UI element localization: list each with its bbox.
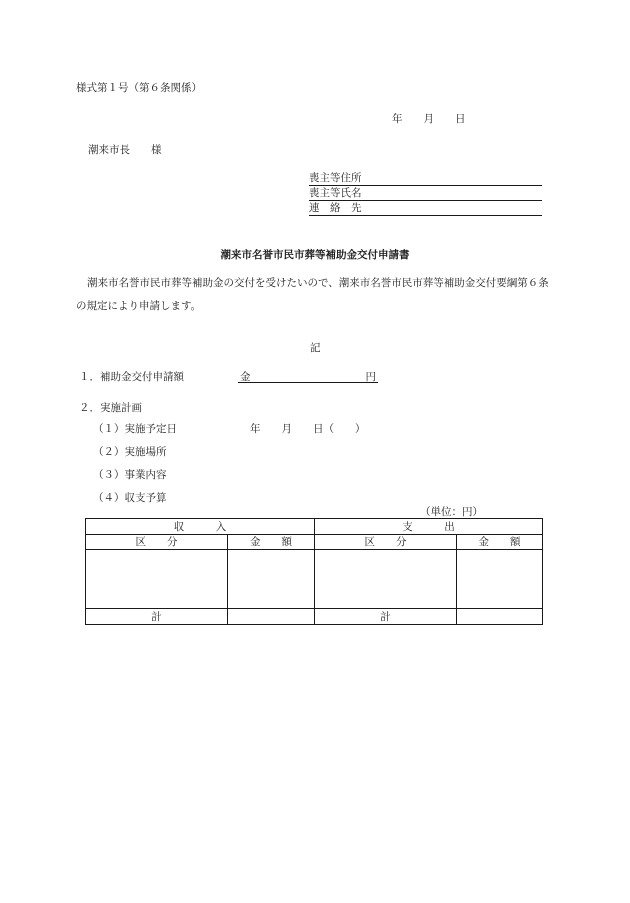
income-amount-cell[interactable] [228, 550, 315, 609]
income-category-header: 区 分 [86, 535, 228, 550]
body-text: 潮来市名誉市民市葬等補助金の交付を受けたいので、潮来市名誉市民市葬等補助金交付要綱第６条の規定により申請します。 [76, 277, 549, 312]
income-category-cell[interactable] [86, 550, 228, 609]
amount-suffix: 円 [365, 371, 376, 383]
item2-label: ２．実施計画 [79, 402, 142, 414]
income-amount-header: 金 額 [228, 535, 315, 550]
income-total-cell[interactable] [228, 609, 315, 625]
item2-sub3-label: （３）事業内容 [93, 469, 167, 481]
applicant-block [309, 172, 542, 217]
expense-total-cell[interactable] [457, 609, 543, 625]
budget-table [85, 518, 543, 625]
applicant-contact-field[interactable] [309, 202, 542, 216]
item2-sub2-label: （２）実施場所 [93, 446, 167, 458]
applicant-name-field[interactable] [309, 187, 542, 201]
amount-prefix: 金 [240, 371, 251, 383]
amount-field[interactable] [238, 369, 378, 383]
expense-header: 支 出 [315, 519, 543, 535]
expense-amount-header: 金 額 [457, 535, 543, 550]
expense-total-label: 計 [315, 609, 457, 625]
expense-amount-cell[interactable] [457, 550, 543, 609]
expense-category-cell[interactable] [315, 550, 457, 609]
applicant-address-field[interactable] [309, 172, 542, 186]
applicant-address-label: 喪主等住所 [309, 172, 362, 184]
applicant-contact-label: 連 絡 先 [309, 202, 362, 214]
form-number: 様式第１号（第６条関係） [76, 82, 202, 94]
date-line: 年 月 日 [392, 113, 466, 125]
applicant-name-label: 喪主等氏名 [309, 187, 362, 199]
income-header: 収 入 [86, 519, 315, 535]
document-title: 潮来市名誉市民市葬等補助金交付申請書 [220, 249, 410, 261]
item2-sub1-label: （１）実施予定日 [93, 423, 177, 435]
item1-label: １．補助金交付申請額 [79, 371, 184, 383]
item2-sub4-label: （４）収支予算 [93, 492, 167, 504]
expense-category-header: 区 分 [315, 535, 457, 550]
item2-sub1-date: 年 月 日（ ） [250, 423, 366, 435]
income-total-label: 計 [86, 609, 228, 625]
unit-label: （単位：円） [420, 506, 483, 518]
addressee: 潮来市長 様 [88, 144, 162, 156]
ki-label: 記 [310, 342, 321, 354]
